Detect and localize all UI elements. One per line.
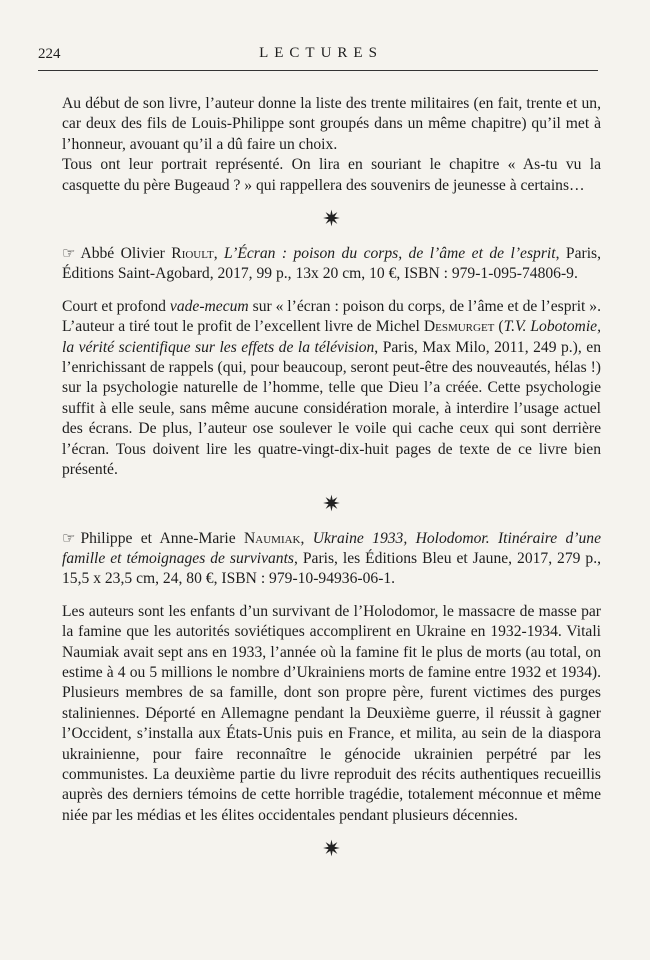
page-content [62, 94, 601, 874]
pointing-hand-icon: ☞ [62, 530, 76, 547]
section-separator-star-icon: ✷ [322, 490, 341, 516]
book-details: , Paris, Éditions Saint-Agobard, 2017, 99 p., 13x 20 cm, 10 €, ISBN : 979-1-095-74806-9. [62, 245, 602, 283]
author-name: Abbé Olivier [80, 245, 172, 263]
section-separator-star-icon: ✷ [322, 836, 341, 862]
paragraph-intro: Au début de son livre, l’auteur donne la liste des trente militaires (en fait, trente et un, car deux des fils de Louis-Philippe sont groupés dans un même chapitre) qu’il met à l’honneur, avouant qu’il a dû faire un choix. [62, 95, 601, 153]
section-separator-star-icon: ✷ [322, 206, 341, 232]
book-reference-1: ☞ Abbé Olivier Rioult, L’Écran : poison du corps, de l’âme et de l’esprit, Paris, Éditions Saint-Agobard, 2017, 99 p., 13x 20 cm, 10 €, ISBN : 979-1-095-74806-9. [62, 245, 602, 283]
author-name: Philippe et Anne-Marie [80, 529, 245, 547]
review-body-1: Court et profond vade-mecum sur « l’écran : poison du corps, de l’âme et de l’esprit ». L’auteur a tiré tout le profit de l’excellent livre de Michel Desmurget (T.V. Lobotomie, la vérité scientifique sur les effets de la télévision, Paris, Max Milo, 2011, 249 p.), en l’enrichissant de rappels (qui, pour beaucoup, seront peut-être des nouveautés, hélas !) sur la psychologie naturelle de l’homme, telle que Dieu l’a créée. Cette psychologie suffit à elle seule, sans même aucune considération morale, à interdire l’usage actuel des écrans. De plus, l’auteur ose soulever le voile qui cache ceux qui sont derrière l’écran. Tous doivent lire les quatre-vingt-dix-huit pages de texte de ce livre bien présenté. [62, 297, 601, 479]
page-header [38, 44, 598, 71]
pointing-hand-icon: ☞ [62, 246, 76, 263]
author-surname: Naumiak [244, 529, 301, 547]
book-title: L’Écran : poison du corps, de l’âme et de l’esprit [224, 245, 556, 263]
book-reference-2: ☞ Philippe et Anne-Marie Naumiak, Ukraine 1933, Holodomor. Itinéraire d’une famille et témoignages de survivants, Paris, les Éditions Bleu et Jaune, 2017, 279 p., 15,5 x 23,5 cm, 24, 80 €, ISBN : 979-10-94936-06-1. [62, 529, 601, 588]
page-number: 224 [38, 46, 61, 62]
paragraph-portraits: Tous ont leur portrait représenté. On lira en souriant le chapitre « As-tu vu la casquette du père Bugeaud ? » qui rappellera des souvenirs de jeunesse à certains… [62, 156, 601, 194]
author-surname: Rioult [171, 245, 214, 263]
book-details: , Paris, les Éditions Bleu et Jaune, 2017, 279 p., 15,5 x 23,5 cm, 24, 80 €, ISBN : 979-10-94936-06-1. [62, 549, 601, 588]
review-body-2: Les auteurs sont les enfants d’un survivant de l’Holodomor, le massacre de masse par la famine que les autorités soviétiques accomplirent en Ukraine en 1932-1934. Vitali Naumiak avait sept ans en 1933, l’année où la famine fit le plus de morts (au total, on estime à 4 ou 5 millions le nombre d’Ukrainiens morts de famine entre 1932 et 1934). Plusieurs membres de sa famille, dont son propre père, furent victimes des purges staliniennes. Déporté en Allemagne pendant la Deuxième guerre, il réussit à gagner l’Occident, s’installa aux États-Unis puis en France, et milita, au sein de la diaspora ukrainienne, pour faire reconnaître le génocide ukrainien perpétré par les communistes. La deuxième partie du livre reproduit des récits authentiques recueillis auprès des derniers témoins de cette horrible tragédie, totalement méconnue et même niée par les médias et les élites occidentales pendant plusieurs décennies. [62, 602, 601, 824]
running-head: LECTURES [259, 45, 383, 61]
book-title: Ukraine 1933, Holodomor. Itinéraire d’une famille et témoignages de survivants [62, 529, 601, 567]
